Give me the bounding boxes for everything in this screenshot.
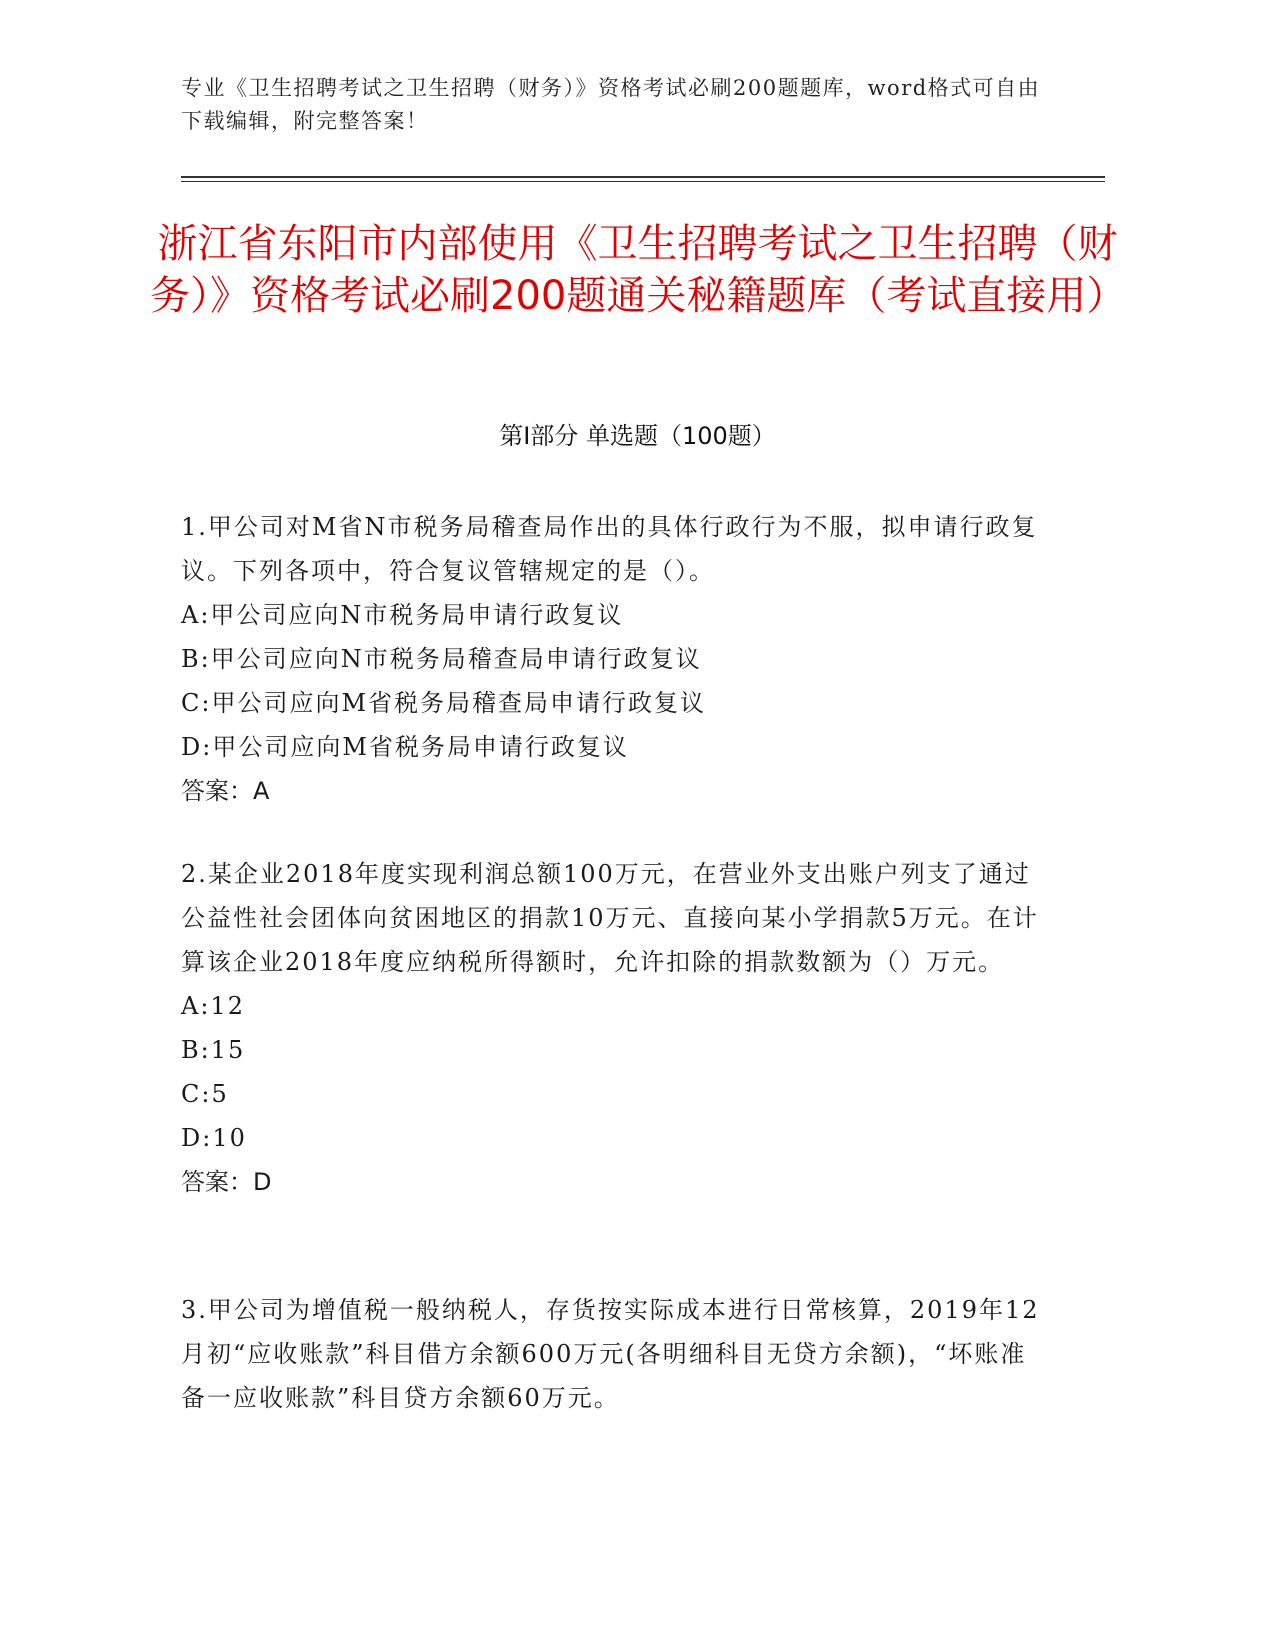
question-2-option-a: A:12 (181, 992, 245, 1020)
question-1-text: 1.甲公司对M省N市税务局稽查局作出的具体行政行为不服，拟申请行政复议。下列各项中，符合复议管辖规定的是（）。 (181, 513, 1038, 585)
question-2-option-d: D:10 (181, 1124, 247, 1152)
header-rule-thick (181, 176, 1105, 178)
header-note: 专业《卫生招聘考试之卫生招聘（财务）》资格考试必刷200题题库，word格式可自由下载编辑，附完整答案！ (181, 76, 1041, 133)
question-1-answer: 答案：A (181, 777, 270, 805)
document-title: 浙江省东阳市内部使用《卫生招聘考试之卫生招聘（财务）》资格考试必刷200题通关秘籍题库（考试直接用） (150, 221, 1127, 319)
question-1-option-a: A:甲公司应向N市税务局申请行政复议 (181, 601, 624, 629)
question-2-option-c: C:5 (181, 1080, 229, 1108)
question-2-option-b: B:15 (181, 1036, 246, 1064)
question-2-answer: 答案：D (181, 1168, 272, 1196)
question-2 (181, 852, 1041, 1204)
question-2-text: 2.某企业2018年度实现利润总额100万元，在营业外支出账户列支了通过公益性社会团体向贫困地区的捐款10万元、直接向某小学捐款5万元。在计算该企业2018年度应纳税所得额时，允许扣除的捐款数额为（）万元。 (181, 860, 1039, 976)
section-title: 第Ⅰ部分 单选题（100题） (499, 422, 776, 450)
question-1 (181, 505, 1041, 813)
question-1-option-c: C:甲公司应向M省税务局稽查局申请行政复议 (181, 689, 707, 717)
question-1-option-b: B:甲公司应向N市税务局稽查局申请行政复议 (181, 645, 702, 673)
question-3 (181, 1288, 1041, 1420)
question-3-text: 3.甲公司为增值税一般纳税人，存货按实际成本进行日常核算，2019年12月初“应收账款”科目借方余额600万元(各明细科目无贷方余额)，“坏账准备一应收账款”科目贷方余额60万元。 (181, 1296, 1040, 1412)
question-1-option-d: D:甲公司应向M省税务局申请行政复议 (181, 733, 629, 761)
header-rule-thin (181, 181, 1105, 182)
